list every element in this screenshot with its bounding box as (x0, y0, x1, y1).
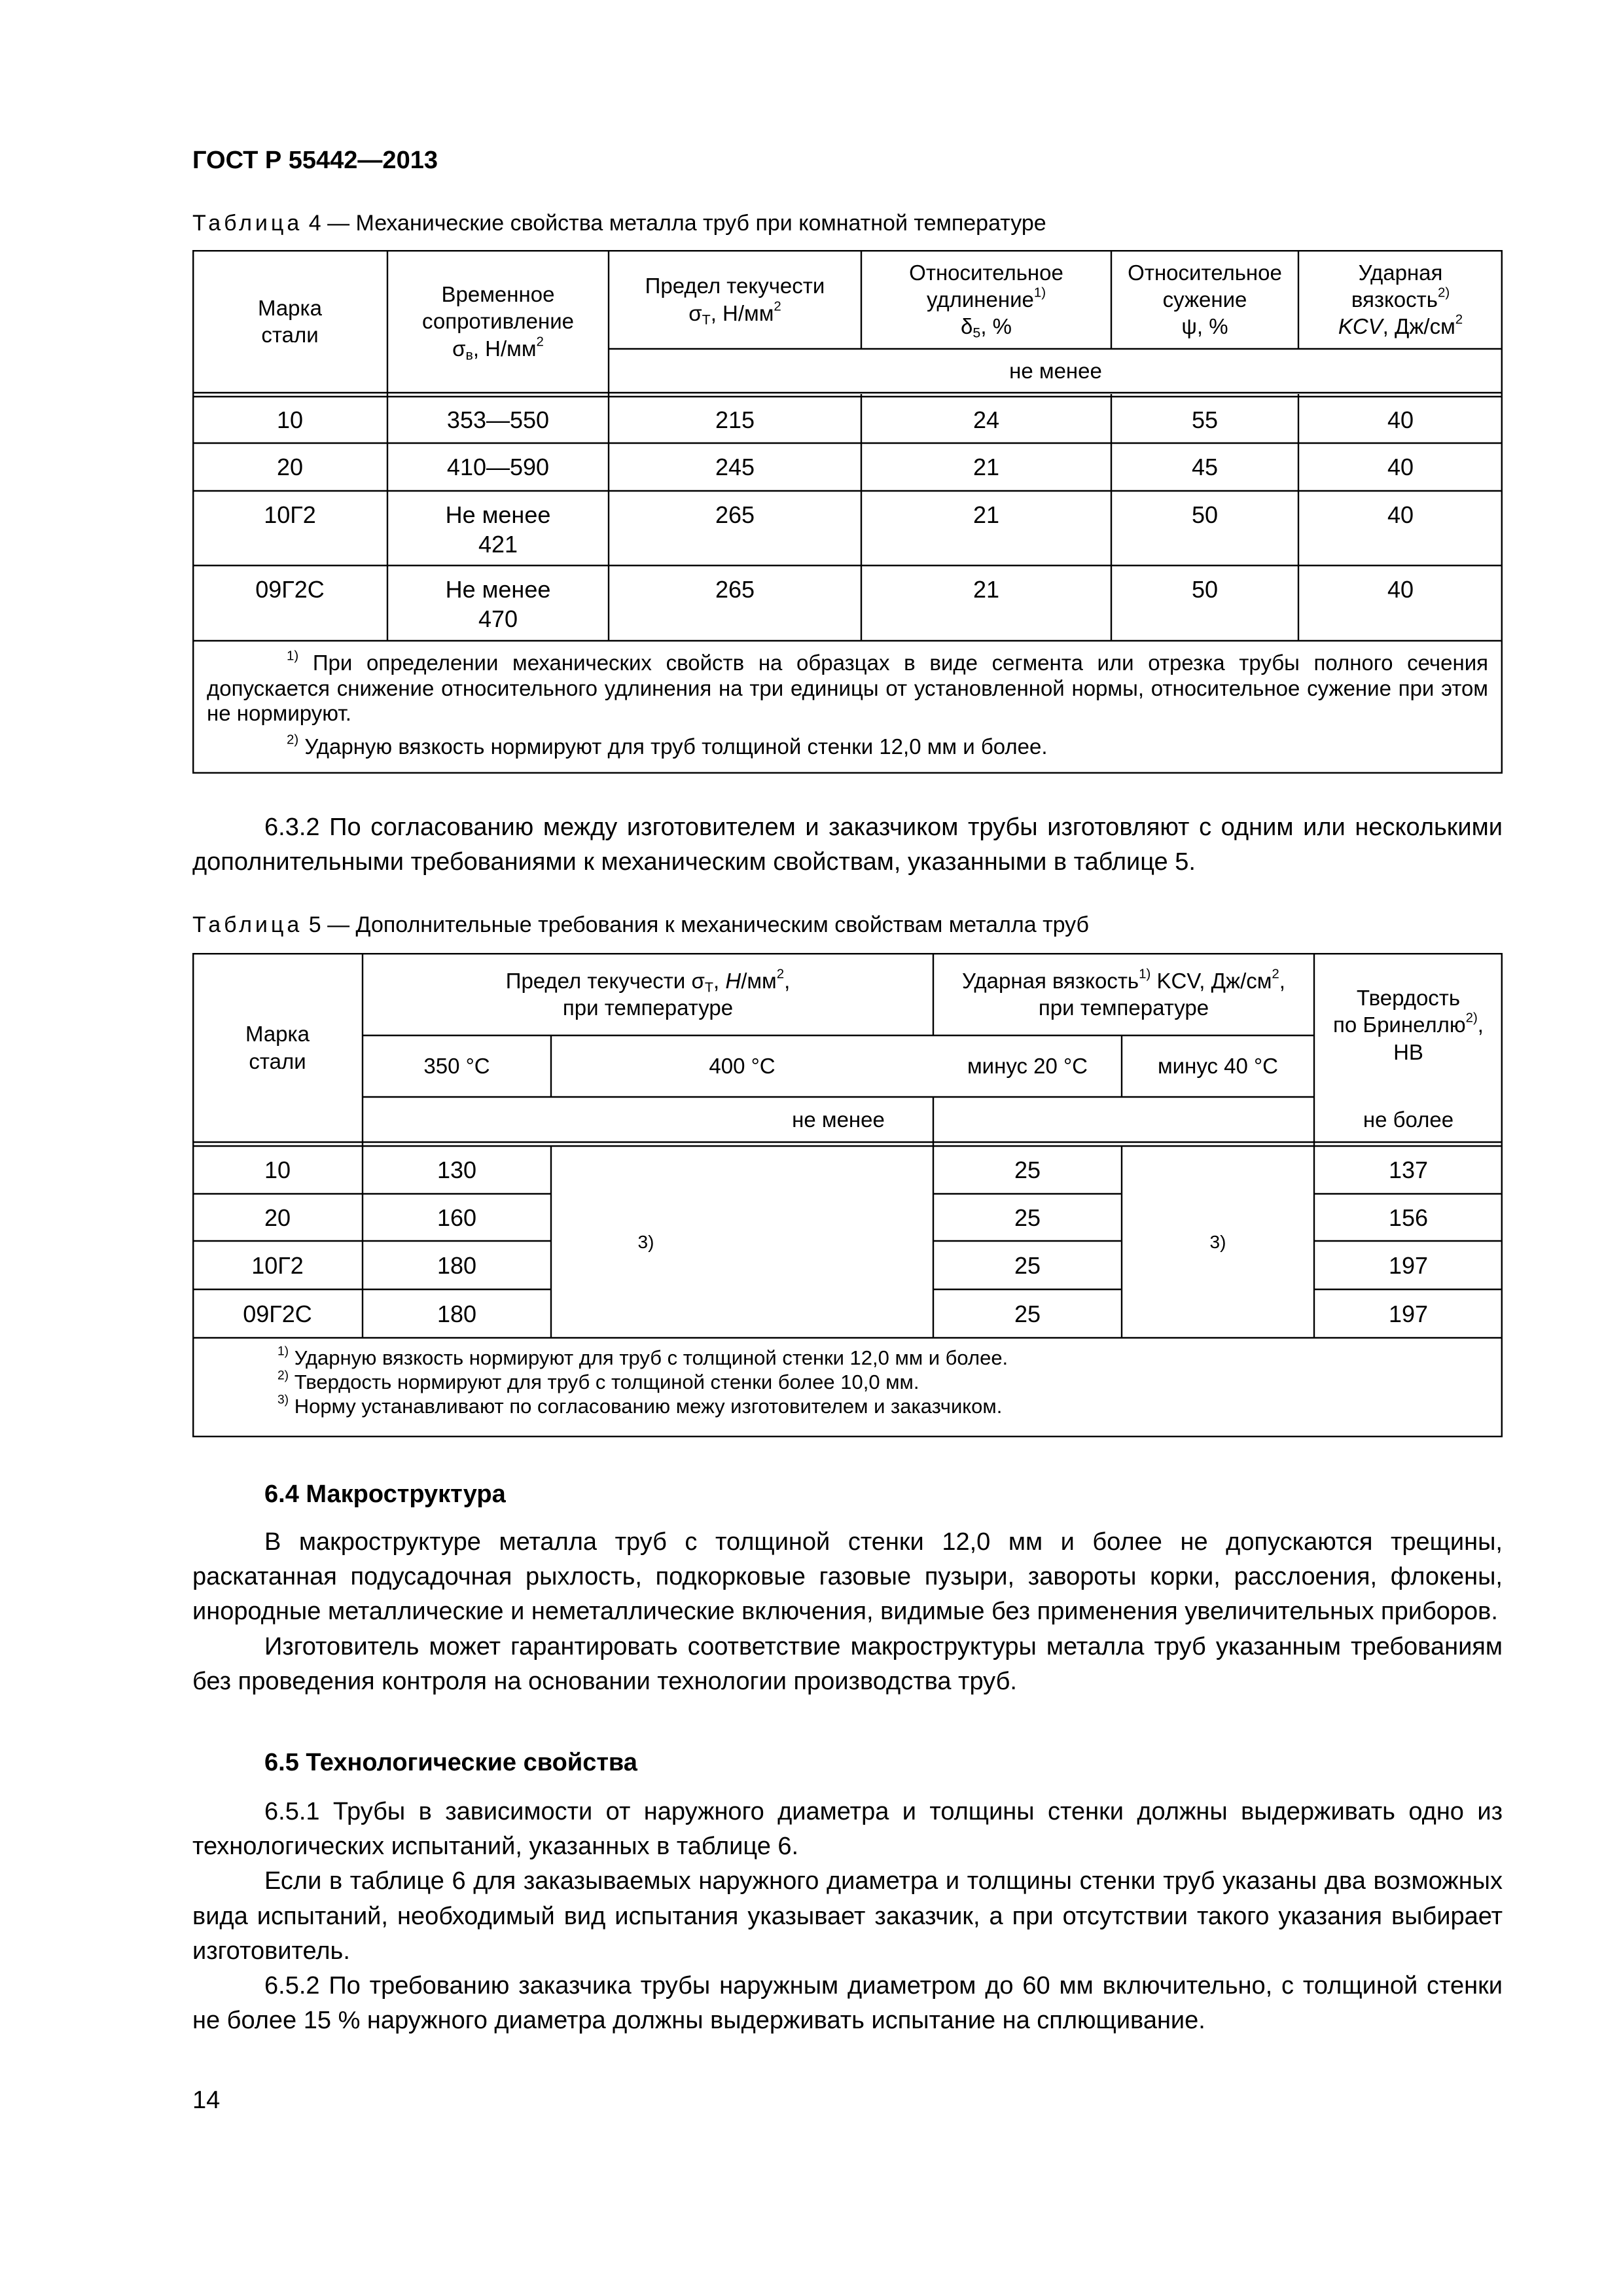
t4-note-1-text: При определении механических свойств на образцах в виде сегмента или отрезка трубы полного сечения допускается снижение относительного удлинения на три единицы от установленной нормы, относительное сужение при этом не нормируют. (207, 651, 1488, 726)
t5-h-yield-a: Предел текучести σ (505, 968, 705, 993)
t5-h-yield-d: , (784, 968, 791, 993)
t5-h-yield-l1: Предел текучести $\sigma_Т$, $Н/мм^2$, (505, 966, 791, 996)
t5-merged-400-note: 3) (637, 1232, 654, 1252)
t5-r3-grade: 10Г2 (251, 1251, 304, 1279)
t5-h-hardness (1314, 953, 1503, 1097)
t4-r1-yield: 215 (715, 406, 755, 433)
t4-notes (207, 648, 1488, 759)
t5-r3-i20: 25 (1014, 1251, 1041, 1279)
t5-h-not-more: не более (1363, 1107, 1454, 1132)
t5-h-m20: минус 20 °C (967, 1054, 1088, 1079)
t4-note-2 (207, 734, 1488, 760)
t4-h-impact-word: вязкость (1351, 287, 1438, 312)
t5-h-impact-c: , (1279, 968, 1285, 993)
t5-r2-y350: 160 (437, 1204, 477, 1231)
t5-r4-i20: 25 (1014, 1300, 1041, 1327)
t4-h-yield-sym: σ (688, 300, 702, 325)
t4-h-impact-l3: KCV, $Дж/см^2$ (1338, 312, 1463, 339)
t4-r3-narrow: 50 (1191, 501, 1219, 528)
t4-r4-tensile-l1: Не менее (445, 576, 551, 603)
t4-h-tensile-unit: , Н/мм (473, 336, 537, 361)
section-6-5-body (192, 1795, 1503, 2038)
t5-h-impact-l1: Ударная вязкость$^{1)}$ KCV, $Дж/см^2$, (962, 966, 1285, 993)
t5-note-2-text: Твердость нормируют для труб с толщиной стенки более 10,0 мм. (289, 1371, 919, 1394)
t5-h-impact-l2: при температуре (1038, 996, 1209, 1020)
t4-h-yield-unit: , Н/мм (710, 300, 774, 325)
t4-r1-impact: 40 (1387, 406, 1414, 433)
t4-h-impact-unit: , Дж/см (1382, 314, 1455, 339)
t4-h-yield (609, 250, 861, 349)
t4-h-impact-l1: Ударная (1358, 260, 1443, 285)
t4-h-tensile-sym: σ (452, 336, 466, 361)
t4-r3-elong: 21 (972, 501, 1000, 528)
t5-h-350: 350 °C (423, 1054, 490, 1079)
t4-r1-elong: 24 (972, 406, 1000, 433)
t5-note-1-mark: 1) (277, 1344, 289, 1359)
t4-r2-impact: 40 (1387, 454, 1414, 480)
t5-r4-y350: 180 (437, 1300, 477, 1327)
t4-r4-tensile (387, 565, 609, 641)
t5-h-not-less: не менее (792, 1107, 885, 1132)
t5-notes (277, 1346, 1488, 1419)
t4-h-narrow-l1: Относительное (1128, 260, 1282, 285)
t4-r1-narrow: 55 (1191, 406, 1219, 433)
t5-r3-y350: 180 (437, 1251, 477, 1279)
t4-r2-elong: 21 (972, 454, 1000, 480)
t5-h-hardness-unit: HB (1393, 1039, 1423, 1064)
t4-h-tensile (387, 250, 609, 393)
t4-r1-grade: 10 (276, 406, 304, 433)
t5-h-yield-c: /мм (741, 968, 777, 993)
t4-h-elong-sym: δ (961, 314, 973, 339)
t5-h-m40: минус 40 °C (1157, 1054, 1279, 1079)
section-6-5-title: 6.5 Технологические свойства (264, 1749, 637, 1776)
t5-r4-grade: 09Г2С (243, 1300, 312, 1327)
t4-r1-tensile: 353—550 (446, 406, 550, 433)
t5-merged-m40-note: 3) (1209, 1232, 1226, 1252)
t4-h-impact (1298, 250, 1503, 349)
t5-r2-i20: 25 (1014, 1204, 1041, 1231)
t4-r2-tensile: 410—590 (446, 454, 550, 480)
t5-h-impact (933, 953, 1314, 1035)
t4-h-narrow-sym: ψ, % (1181, 314, 1228, 339)
t4-r3-tensile-l2: 421 (478, 531, 518, 558)
t4-h-tensile-l2: сопротивление (421, 309, 574, 334)
t5-h-impact-a: Ударная вязкость (962, 968, 1139, 993)
t5-h-yield-unit: Н (725, 968, 741, 993)
t4-r2-grade: 20 (276, 454, 304, 480)
t4-r4-elong: 21 (972, 576, 1000, 603)
section-6-5-p1: 6.5.1 Трубы в зависимости от наружного диаметра и толщины стенки должны выдерживать одно из технологических испытаний, указанных в таблице 6. (192, 1798, 1503, 1861)
para-6-3-2-text: 6.3.2 По согласованию между изготовителем и заказчиком трубы изготовляют с одним или несколькими дополнительными требованиями к механическим свойствам, указанными в таблице 5. (192, 814, 1503, 876)
t5-h-yield-sub: Т (704, 979, 713, 996)
table5-caption-text: 5 — Дополнительные требования к механическим свойствам металла труб (302, 912, 1090, 937)
t4-r4-narrow: 50 (1191, 576, 1219, 603)
t5-r1-y350: 130 (437, 1157, 477, 1183)
t5-note-2 (277, 1370, 1488, 1394)
t4-h-grade-l1: Марка (257, 295, 323, 320)
t4-h-elong-word: удлинение (926, 287, 1034, 312)
section-6-4-p2: Изготовитель может гарантировать соответствие макроструктуры металла труб указанным требованиям без проведения контроля на основании технологии производства труб. (192, 1632, 1503, 1695)
t4-h-elong-unit: , % (980, 314, 1012, 339)
t4-h-not-less: не менее (1009, 358, 1102, 383)
t4-r4-tensile-l2: 470 (478, 605, 518, 632)
t5-h-yield (363, 953, 933, 1035)
t5-r1-hb: 137 (1388, 1157, 1429, 1183)
t5-note-2-mark: 2) (277, 1369, 289, 1383)
t4-r4-grade: 09Г2С (255, 576, 325, 603)
para-6-3-2 (192, 810, 1503, 880)
table5 (192, 953, 1503, 1437)
t4-h-impact-sym: KCV (1338, 314, 1383, 339)
section-6-5-p3: 6.5.2 По требованию заказчика трубы наружным диаметром до 60 мм включительно, с толщиной стенки не более 15 % наружного диаметра должны выдерживать испытание на сплющивание. (192, 1971, 1503, 2035)
t5-note-3-mark: 3) (277, 1393, 289, 1407)
t5-note-1 (277, 1346, 1488, 1370)
t5-h-yield-b: , (713, 968, 726, 993)
t5-h-400: 400 °C (709, 1054, 776, 1079)
t4-r4-yield: 265 (715, 576, 755, 603)
t4-h-tensile-l1: Временное (441, 282, 555, 307)
t5-h-grade (192, 953, 363, 1142)
t4-h-grade-l2: стали (261, 323, 319, 347)
t4-r3-impact: 40 (1387, 501, 1414, 528)
t5-r1-grade: 10 (264, 1157, 291, 1183)
t5-h-grade-l1: Марка (245, 1022, 310, 1047)
section-6-4-p1: В макроструктуре металла труб с толщиной стенки 12,0 мм и более не допускаются трещины, раскатанная подусадочная рыхлость, подкорковые газовые пузыри, завороты корки, расслоения, флокены, инородные металлические и неметаллические включения, видимые без применения увеличительных приборов. (192, 1528, 1503, 1626)
document-header: ГОСТ Р 55442—2013 (192, 147, 438, 174)
table5-caption-word: Таблица (192, 912, 303, 937)
t4-r2-narrow: 45 (1191, 454, 1219, 480)
t5-r1-i20: 25 (1014, 1157, 1041, 1183)
t4-h-elong (861, 250, 1111, 349)
t5-h-hardness-l2: по Бринеллю$^{2)}$, (1333, 1011, 1484, 1037)
t4-h-narrow-l2: сужение (1162, 287, 1247, 312)
t4-note-2-mark: 2) (287, 732, 299, 747)
t5-r3-hb: 197 (1388, 1251, 1429, 1279)
t5-h-grade-l2: стали (249, 1049, 306, 1073)
t4-note-1-mark: 1) (287, 648, 299, 664)
t4-r3-yield: 265 (715, 501, 755, 528)
t5-note-3 (277, 1394, 1488, 1418)
t4-h-yield-l2: $\sigma_Т$, $Н/мм^2$ (688, 298, 781, 327)
t4-h-yield-sub: Т (702, 311, 711, 327)
table4-caption (192, 211, 1046, 236)
t4-r3-tensile (387, 491, 609, 565)
t5-h-impact-b: KCV, Дж/см (1150, 968, 1272, 993)
t4-h-elong-l1: Относительное (909, 260, 1063, 285)
t4-h-impact-l2: вязкость$^{2)}$ (1351, 285, 1450, 312)
table4-caption-text: 4 — Механические свойства металла труб при комнатной температуре (302, 211, 1046, 236)
t5-note-1-text: Ударную вязкость нормируют для труб с толщиной стенки 12,0 мм и более. (289, 1346, 1008, 1369)
t5-r4-hb: 197 (1388, 1300, 1429, 1327)
t4-h-tensile-l3: $\sigma_в$, $Н/мм^2$ (452, 334, 544, 363)
section-6-5-p2: Если в таблице 6 для заказываемых наружного диаметра и толщины стенки труб указаны два возможных вида испытаний, необходимый вид испытания указывает заказчик, а при отсутствии такого указания выбирает изготовитель. (192, 1867, 1503, 1965)
t5-h-hardness-word: по Бринеллю (1333, 1013, 1466, 1037)
t5-r2-grade: 20 (264, 1204, 291, 1231)
section-6-4-title: 6.4 Макроструктура (264, 1480, 506, 1508)
t5-h-yield-l2: при температуре (562, 996, 734, 1020)
t4-r3-tensile-l1: Не менее (445, 501, 551, 528)
t4-r4-impact: 40 (1387, 576, 1414, 603)
t4-h-narrow (1111, 250, 1298, 349)
t4-h-elong-l2: удлинение$^{1)}$ (926, 285, 1046, 312)
t4-h-elong-l3 (961, 313, 1012, 340)
table4 (192, 250, 1503, 774)
t4-note-2-text: Ударную вязкость нормируют для труб толщиной стенки 12,0 мм и более. (298, 734, 1048, 759)
t4-h-yield-l1: Предел текучести (645, 274, 825, 298)
t4-h-elong-sub: 5 (972, 325, 981, 341)
t4-h-grade (192, 250, 387, 393)
t4-r3-grade: 10Г2 (264, 501, 316, 528)
t5-h-hardness-l1: Твердость (1356, 986, 1461, 1011)
page-number: 14 (192, 2087, 221, 2114)
t5-r2-hb: 156 (1388, 1204, 1429, 1231)
t4-h-tensile-sub: в (465, 346, 473, 363)
t5-note-3-text: Норму устанавливают по согласованию межу изготовителем и заказчиком. (289, 1395, 1003, 1418)
section-6-4-body (192, 1525, 1503, 1699)
table5-caption (192, 912, 1089, 938)
table4-caption-word: Таблица (192, 211, 303, 236)
t4-note-1 (207, 648, 1488, 726)
t4-r2-yield: 245 (715, 454, 755, 480)
